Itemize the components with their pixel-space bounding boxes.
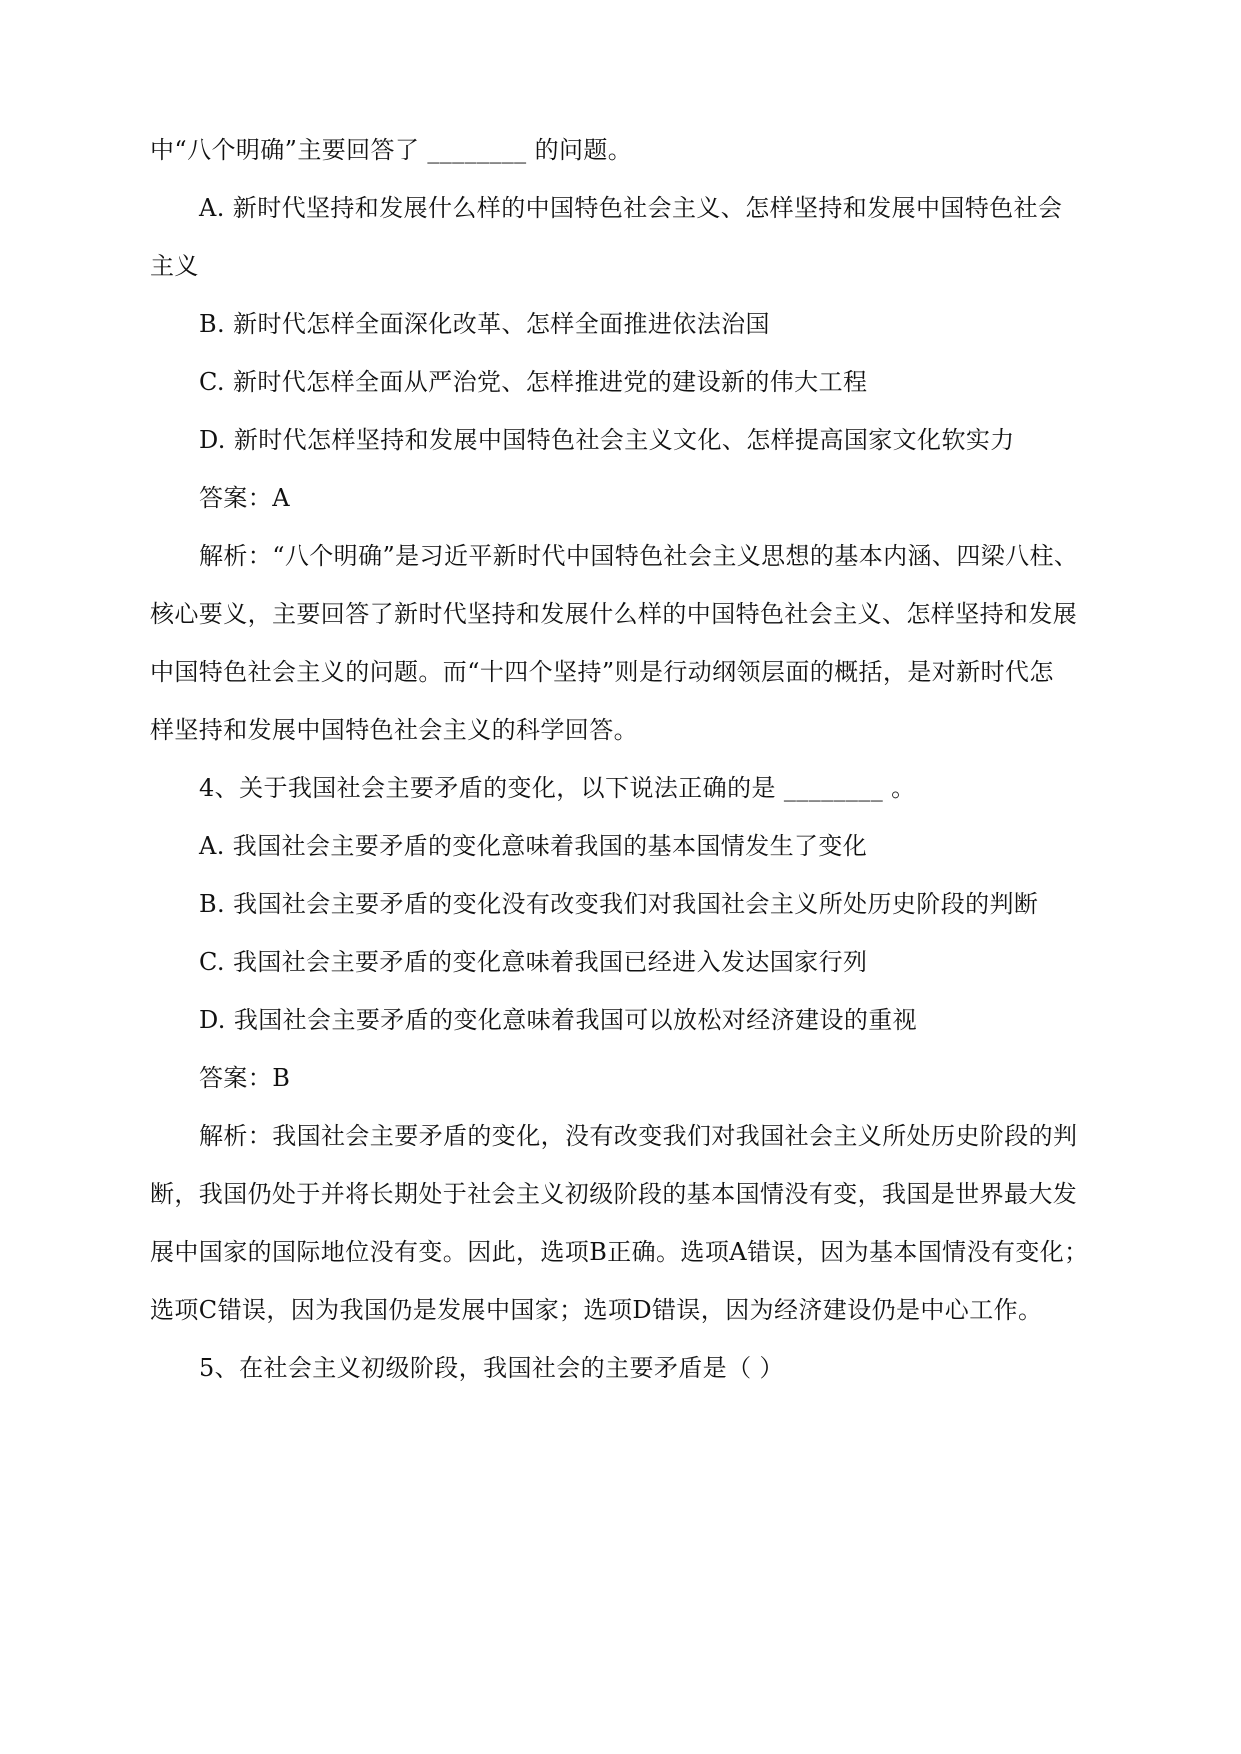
question-4-option-a: A. 我国社会主要矛盾的变化意味着我国的基本国情发生了变化	[199, 832, 868, 860]
question-3-option-d: D. 新时代怎样坚持和发展中国特色社会主义文化、怎样提高国家文化软实力	[199, 426, 1015, 454]
question-3-analysis-line-1: 解析：“八个明确”是习近平新时代中国特色社会主义思想的基本内涵、四梁八柱、	[199, 542, 1079, 570]
question-4-analysis-line-1: 解析：我国社会主要矛盾的变化，没有改变我们对我国社会主义所处历史阶段的判	[199, 1122, 1078, 1150]
question-3-option-b: B. 新时代怎样全面深化改革、怎样全面推进依法治国	[199, 310, 770, 338]
question-4-option-c: C. 我国社会主要矛盾的变化意味着我国已经进入发达国家行列	[199, 948, 868, 976]
question-5-stem: 5、在社会主义初级阶段，我国社会的主要矛盾是（ ）	[199, 1354, 784, 1382]
question-4-answer: 答案：B	[199, 1064, 291, 1092]
question-3-analysis-line-4: 样坚持和发展中国特色社会主义的科学回答。	[150, 716, 638, 744]
question-3-option-a: A. 新时代坚持和发展什么样的中国特色社会主义、怎样坚持和发展中国特色社会	[199, 194, 1063, 222]
question-3-answer: 答案：A	[199, 484, 290, 512]
question-3-option-c: C. 新时代怎样全面从严治党、怎样推进党的建设新的伟大工程	[199, 368, 868, 396]
question-4-analysis-line-3: 展中国家的国际地位没有变。因此，选项B正确。选项A错误，因为基本国情没有变化；	[150, 1238, 1089, 1266]
question-4-stem: 4、关于我国社会主要矛盾的变化，以下说法正确的是 ________ 。	[199, 774, 916, 802]
question-4-analysis-line-4: 选项C错误，因为我国仍是发展中国家；选项D错误，因为经济建设仍是中心工作。	[150, 1296, 1043, 1324]
question-3-analysis-line-3: 中国特色社会主义的问题。而“十四个坚持”则是行动纲领层面的概括，是对新时代怎	[150, 658, 1054, 686]
question-4-option-d: D. 我国社会主要矛盾的变化意味着我国可以放松对经济建设的重视	[199, 1006, 918, 1034]
question-3-analysis-line-2: 核心要义，主要回答了新时代坚持和发展什么样的中国特色社会主义、怎样坚持和发展	[150, 600, 1078, 628]
question-3-stem-continuation: 中“八个明确”主要回答了 ________ 的问题。	[150, 136, 633, 164]
question-4-analysis-line-2: 断，我国仍处于并将长期处于社会主义初级阶段的基本国情没有变，我国是世界最大发	[150, 1180, 1078, 1208]
question-4-option-b: B. 我国社会主要矛盾的变化没有改变我们对我国社会主义所处历史阶段的判断	[199, 890, 1039, 918]
question-3-option-a-continuation: 主义	[150, 252, 199, 280]
